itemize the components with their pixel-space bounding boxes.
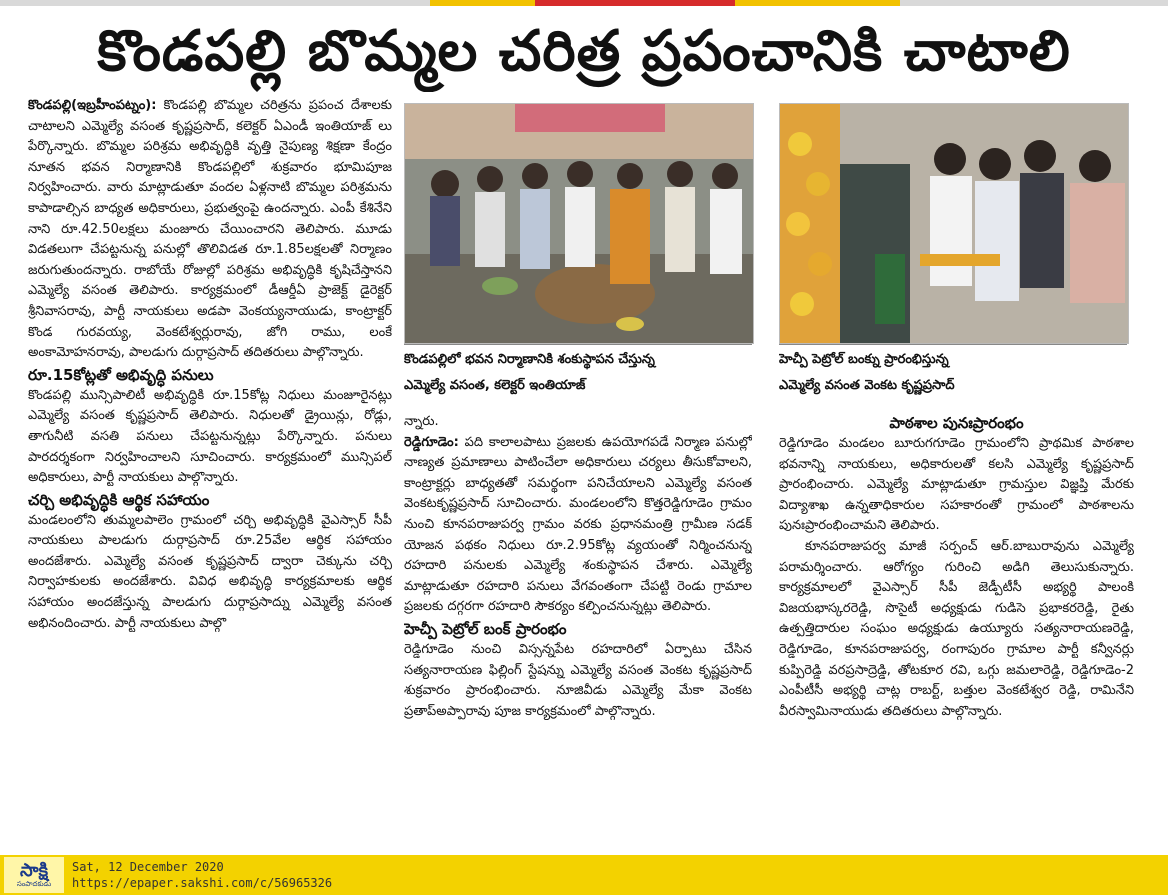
- paragraph: [28, 96, 392, 364]
- logo-text: సాక్షి: [20, 860, 48, 881]
- edition-date: Sat, 12 December 2020: [72, 860, 224, 874]
- photo-petrol-bunk-inauguration: [779, 103, 1129, 344]
- photo-illustration: [405, 104, 753, 343]
- photo-illustration: [780, 104, 1128, 343]
- epaper-link[interactable]: https://epaper.sakshi.com/c/56965326: [72, 876, 333, 890]
- article-column-3: [779, 412, 1134, 844]
- logo-subtext: సంపాదకుడు: [16, 880, 52, 888]
- paragraph-text: కొండపల్లి బొమ్మల చరిత్రను ప్రపంచ దేశాలకు చాటాలని ఎమ్మెల్యే వసంత కృష్ణప్రసాద్, కలెక్టర్ ఏఎండీ ఇంతియాజ్ లు పేర్కొన్నారు. బొమ్మల పరిశ్రమ అభివృద్ధికి వృత్తి నైపుణ్య శిక్షణా కేంద్రం నూతన భవన నిర్మాణానికి కొండపల్లిలో శుక్రవారం భూమిపూజ నిర్వహించారు. వారు మాట్లాడుతూ వందల ఏళ్లనాటి బొమ్మల పరిశ్రమను కాపాడాల్సిన బాధ్యత అధికారులు, ప్రభుత్వంపై ఉందన్నారు. ఎంపీ కేశినేని నాని రూ.42.50లక్షలు మంజూరు చేయించారని తెలిపారు. మూడు విడతలుగా చేపట్టనున్న పనుల్లో తొలివిడత రూ.1.85లక్షలతో నిర్మాణం జరుగుతుందన్నారు. రాబోయే రోజుల్లో పరిశ్రమ అభివృద్ధికి కృషిచేస్తానని ఎమ్మెల్యే వసంత తెలిపారు. కార్యక్రమంలో డీఆర్డీఏ ప్రాజెక్ట్ డైరెక్టర్ శ్రీనివాసరావు, పార్టీ నాయకులు అడపా వెంకయ్యనాయుడు, కాంట్రాక్టర్ కొండ గురవయ్య, వెంకటేశ్వర్లురావు, జోగి రాము, లంకే అంకామోహనరావు, పాలడుగు దుర్గాప్రసాద్ తదితరులు పాల్గొన్నారు.: [28, 98, 392, 361]
- strip-segment: [535, 0, 735, 6]
- paragraph: రెడ్డిగూడెం నుంచి విస్సన్నపేట రహదారిలో ఏర్పాటు చేసిన సత్యనారాయణ ఫిల్లింగ్ స్టేషన్ను ఎమ్మెల్యే వసంత వెంకట కృష్ణప్రసాద్ శుక్రవారం ప్రారంభించారు. నూజివీడు ఎమ్మెల్యే మేకా వెంకట ప్రతాప్అప్పారావు పూజ కార్యక్రమంలో పాల్గొన్నారు.: [404, 641, 752, 719]
- photo-caption-2: [779, 344, 1127, 399]
- strip-segment: [430, 0, 535, 6]
- footer-meta: [72, 859, 332, 891]
- strip-segment: [0, 0, 430, 6]
- caption-line: హెచ్పీ పెట్రోల్ బంక్ను ప్రారంభిస్తున్న: [779, 352, 949, 367]
- subheading: రూ.15కోట్లతో అభివృద్ధి పనులు: [28, 365, 214, 384]
- top-color-strip: [0, 0, 1168, 10]
- caption-line: ఎమ్మెల్యే వసంత, కలెక్టర్ ఇంతియాజ్: [404, 378, 586, 393]
- footer-bar: [0, 855, 1168, 895]
- paragraph-text: పది కాలాలపాటు ప్రజలకు ఉపయోగపడే నిర్మాణ పనుల్లో నాణ్యత ప్రమాణాలు పాటించేలా అధికారులు చర్యలు తీసుకోవాలని, కాంట్రాక్టర్లు బాధ్యతతో సమర్థంగా పనిచేయాలని ఎమ్మెల్యే వసంత వెంకటకృష్ణప్రసాద్ సూచించారు. మండలంలోని కొత్తరెడ్డిగూడెం గ్రామం నుంచి కూనపరాజుపర్వ గ్రామం వరకు ప్రధానమంత్రి గ్రామీణ సడక్ యోజన పథకం నిధులు రూ.2.95కోట్ల వ్యయంతో నిర్మించనున్న రహదారి పనులకు ఎమ్మెల్యే శంకుస్థాపన చేశారు. ఎమ్మెల్యే మాట్లాడుతూ రహదారి పనులు వేగవంతంగా చేపట్టి రెండు గ్రామాల ప్రజలకు దగ్గరగా రహదారి సౌకర్యం కల్పించనున్నట్లు తెలిపారు.: [404, 434, 752, 615]
- paragraph: కొండపల్లి మున్సిపాలిటీ అభివృద్ధికి రూ.15కోట్ల నిధులు మంజూరైనట్లు ఎమ్మెల్యే వసంత కృష్ణప్రసాద్ తెలిపారు. నిధులతో డ్రైయిన్లు, రోడ్లు, తాగునీటి వసతి పనులు చేపట్టనున్నట్లు పేర్కొన్నారు. పనులు పారదర్శకంగా నిర్వహించాలని సూచించారు. కార్యక్రమంలో మున్సిపల్ అధికారులు, పార్టీ నాయకులు పాల్గొన్నారు.: [28, 387, 392, 486]
- paragraph: [404, 433, 752, 618]
- dateline: రెడ్డిగూడెం:: [404, 434, 459, 450]
- article-column-2: [404, 412, 752, 844]
- caption-line: ఎమ్మెల్యే వసంత వెంకట కృష్ణప్రసాద్: [779, 378, 955, 393]
- strip-segment: [735, 0, 900, 6]
- headline: కొండపల్లి బొమ్మల చరిత్ర ప్రపంచానికి చాటాలి: [97, 19, 1071, 84]
- subheading: హెచ్పీ పెట్రోల్ బంక్ ప్రారంభం: [404, 619, 567, 638]
- dateline: కొండపల్లి(ఇబ్రహీంపట్నం):: [28, 98, 157, 113]
- paragraph: మండలంలోని తుమ్మలపాలెం గ్రామంలో చర్చి అభివృద్ధికి వైఎస్సార్ సీపీ నాయకులు పాలడుగు దుర్గాప్రసాద్ రూ.25వేల ఆర్థిక సహాయం అందజేశారు. ఎమ్మెల్యే వసంత కృష్ణప్రసాద్ ద్వారా చెక్కును చర్చి నిర్వాహకులకు అందజేశారు. వివిధ అభివృద్ధి కార్యక్రమాలకు ఆర్థిక సహాయం అందజేస్తున్న పాలడుగు దుర్గాప్రసాద్ను ఎమ్మెల్యే వసంత అభినందించారు. పార్టీ నాయకులు పాల్గొ: [28, 512, 392, 631]
- article-column-1: [28, 96, 392, 844]
- paragraph: రెడ్డిగూడెం మండలం బూరుగగూడెం గ్రామంలోని ప్రాథమిక పాఠశాల భవనాన్ని నాయకులు, అధికారులతో కలసి ఎమ్మెల్యే కృష్ణప్రసాద్ ప్రారంభించారు. ఎమ్మెల్యే మాట్లాడుతూ గ్రామస్తుల విజ్ఞప్తి మేరకు విద్యాశాఖ ఉన్నతాధికారుల సహకారంతో గ్రామంలో పాఠశాలను పునఃప్రారంభించామని తెలిపారు.: [779, 436, 1134, 534]
- subheading: పాఠశాల పునఃప్రారంభం: [889, 414, 1024, 432]
- photo-caption-1: [404, 344, 752, 399]
- subheading: చర్చి అభివృద్ధికి ఆర్థిక సహాయం: [28, 490, 210, 509]
- photo-foundation-ceremony: [404, 103, 754, 344]
- paragraph: కూనపరాజుపర్వ మాజీ సర్పంచ్ ఆర్.బాబురావును ఎమ్మెల్యే పరామర్శించారు. ఆరోగ్యం గురించి అడిగి తెలుసుకున్నారు. కార్యక్రమాలలో వైఎస్సార్ సీపీ జెడ్పీటీసీ అభ్యర్థి పాలంకి విజయభాస్కరరెడ్డి, సొసైటీ అధ్యక్షుడు గుడిసె ప్రభాకరరెడ్డి, రైతు ఉత్పత్తిదారుల సంఘం అధ్యక్షుడు ఉయ్యూరు సత్యనారాయణరెడ్డి, రెడ్డిగూడెం, కూనపరాజుపర్వ, రంగాపురం గ్రామాల పార్టీ కన్వీనర్లు కుప్పిరెడ్డి వరప్రసాద్రెడ్డి, తోటకూర రవి, ఒగ్గు జమలారెడ్డి, రెడ్డిగూడెం-2 ఎంపీటీసీ అభ్యర్థి చాట్ల రాబర్ట్, బత్తుల వెంకటేశ్వర రెడ్డి, రామినేని వీరస్వామినాయుడు తదితరులు పాల్గొన్నారు.: [779, 538, 1134, 719]
- caption-line: కొండపల్లిలో భవన నిర్మాణానికి శంకుస్థాపన చేస్తున్న: [404, 352, 655, 367]
- strip-segment: [900, 0, 1168, 6]
- sakshi-logo[interactable]: [4, 857, 64, 893]
- paragraph: న్నారు.: [404, 414, 439, 429]
